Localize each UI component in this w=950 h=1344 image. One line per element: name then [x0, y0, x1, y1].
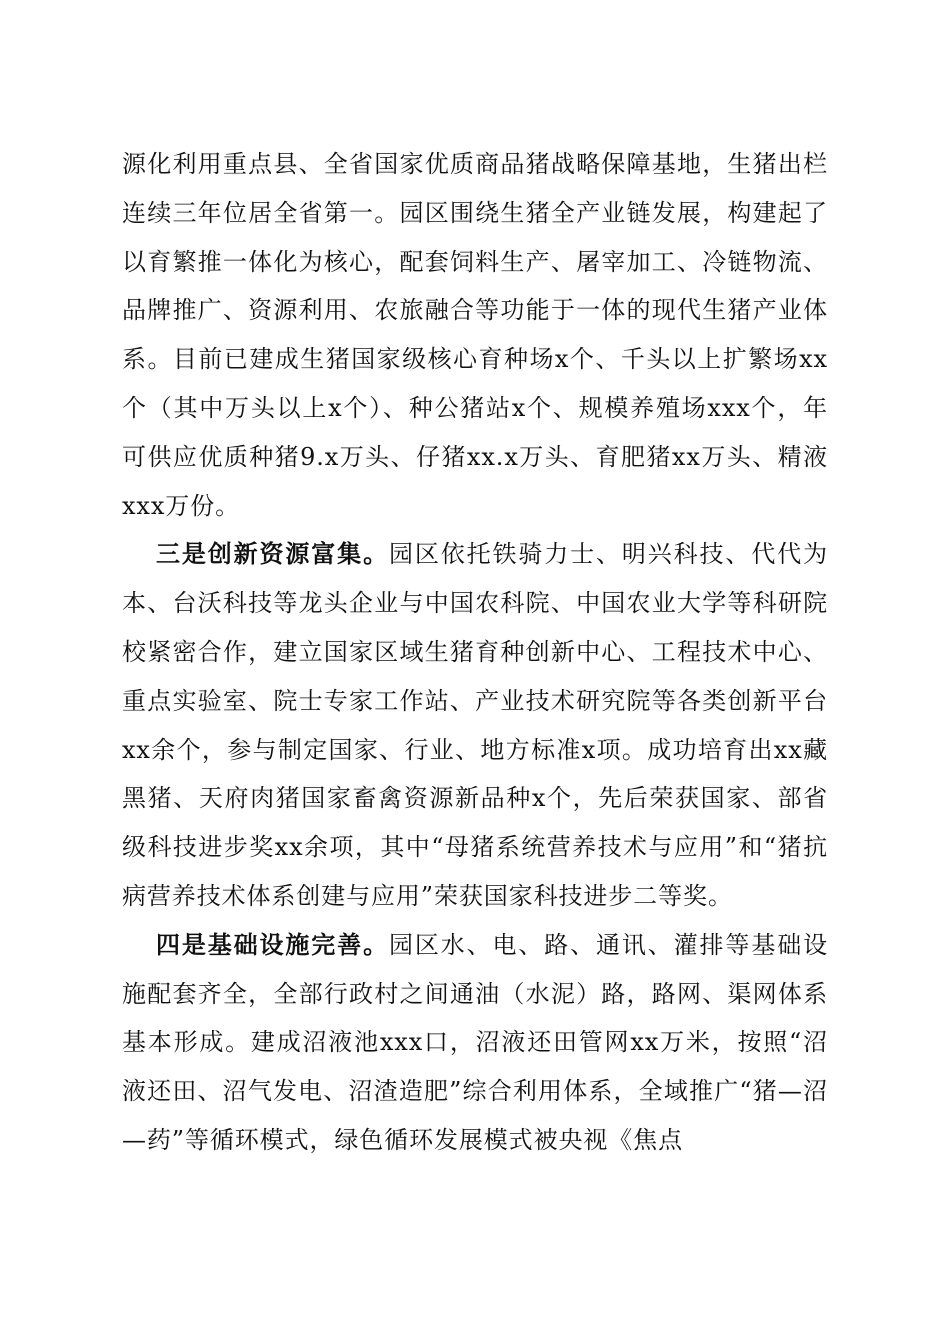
paragraph-2 [122, 530, 828, 920]
paragraph-3-text: 园区水、电、路、通讯、灌排等基础设施配套齐全，全部行政村之间通油（水泥）路，路网、渠网体系基本形成。建成沼液池xxx口，沼液还田管网xx万米，按照“沼液还田、沼气发电、沼渣造肥”综合利用体系，全域推广“猪—沼—药”等循环模式，绿色循环发展模式被央视《焦点 [122, 930, 828, 1154]
paragraph-2-heading: 三是创新资源富集。 [156, 539, 389, 569]
paragraph-3 [122, 921, 828, 1165]
paragraph-3-heading: 四是基础设施完善。 [156, 929, 389, 959]
paragraph-2-text: 园区依托铁骑力士、明兴科技、代代为本、台沃科技等龙头企业与中国农科院、中国农业大学等科研院校紧密合作，建立国家区域生猪育种创新中心、工程技术中心、重点实验室、院士专家工作站、产业技术研究院等各类创新平台xx余个，参与制定国家、行业、地方标准x项。成功培育出xx藏黑猪、天府肉猪国家畜禽资源新品种x个，先后荣获国家、部省级科技进步奖xx余项，其中“母猪系统营养技术与应用”和“猪抗病营养技术体系创建与应用”荣获国家科技进步二等奖。 [122, 540, 828, 910]
paragraph-1-text: 源化利用重点县、全省国家优质商品猪战略保障基地，生猪出栏连续三年位居全省第一。园区围绕生猪全产业链发展，构建起了以育繁推一体化为核心，配套饲料生产、屠宰加工、冷链物流、品牌推广、资源利用、农旅融合等功能于一体的现代生猪产业体系。目前已建成生猪国家级核心育种场x个、千头以上扩繁场xx个（其中万头以上x个）、种公猪站x个、规模养殖场xxx个，年可供应优质种猪9.x万头、仔猪xx.x万头、育肥猪xx万头、精液xxx万份。 [122, 150, 828, 520]
document-body [122, 140, 828, 1165]
paragraph-1 [122, 140, 828, 530]
